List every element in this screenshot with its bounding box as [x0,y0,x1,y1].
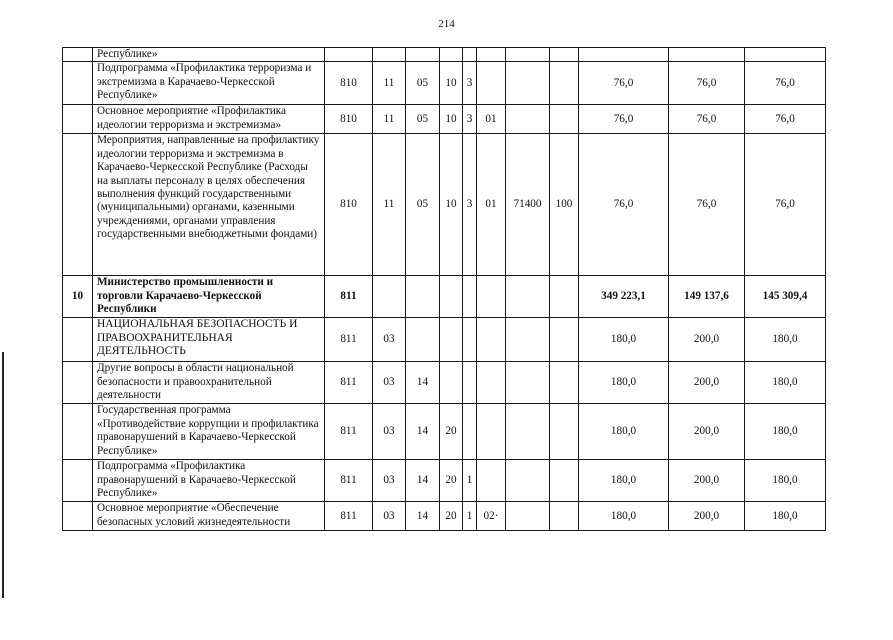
cell-year-1: 76,0 [579,62,669,105]
page-number: 214 [438,18,455,30]
cell-year-1: 349 223,1 [579,276,669,318]
cell-number [63,105,93,134]
cell-measure [477,62,506,105]
cell-measure [477,362,506,404]
cell-measure [477,460,506,502]
cell-direction: 71400 [506,134,550,276]
cell-subsection [406,276,440,318]
cell-program: 20 [440,502,463,531]
cell-program: 20 [440,404,463,460]
cell-direction [506,48,550,62]
cell-name: Основное мероприятие «Профилактика идеологии терроризма и экстремизма» [93,105,325,134]
cell-year-2: 149 137,6 [669,276,745,318]
cell-expense-type [550,276,579,318]
cell-measure [477,318,506,362]
table-row [63,502,826,531]
cell-year-2: 76,0 [669,105,745,134]
table-row [63,62,826,105]
cell-expense-type [550,48,579,62]
cell-code: 811 [325,502,373,531]
cell-section: 11 [373,62,406,105]
cell-direction [506,276,550,318]
cell-number [63,318,93,362]
cell-name: Подпрограмма «Профилактика терроризма и экстремизма в Карачаево-Черкесской Республике» [93,62,325,105]
table-row [63,105,826,134]
cell-name: Основное мероприятие «Обеспечение безопасных условий жизнедеятельности [93,502,325,531]
cell-measure [477,276,506,318]
cell-subsection [406,48,440,62]
cell-year-3: 180,0 [745,404,826,460]
cell-name: Другие вопросы в области национальной безопасности и правоохранительной деятельности [93,362,325,404]
cell-subprogram [463,276,477,318]
cell-code: 811 [325,276,373,318]
cell-year-3: 180,0 [745,318,826,362]
cell-direction [506,62,550,105]
cell-year-1: 180,0 [579,362,669,404]
cell-code: 810 [325,134,373,276]
cell-program: 10 [440,105,463,134]
cell-number [63,502,93,531]
cell-subsection: 14 [406,404,440,460]
cell-subprogram [463,404,477,460]
cell-number: 10 [63,276,93,318]
cell-subsection: 05 [406,62,440,105]
cell-subsection: 14 [406,362,440,404]
cell-number [63,460,93,502]
cell-year-2: 200,0 [669,404,745,460]
cell-direction [506,404,550,460]
cell-subprogram: 3 [463,62,477,105]
table-row [63,48,826,62]
cell-subprogram: 3 [463,134,477,276]
cell-year-1: 76,0 [579,105,669,134]
cell-year-1: 180,0 [579,460,669,502]
cell-expense-type [550,362,579,404]
cell-direction [506,460,550,502]
table-row [63,362,826,404]
cell-program [440,48,463,62]
cell-code: 811 [325,362,373,404]
cell-section: 03 [373,502,406,531]
cell-program [440,318,463,362]
scan-edge-mark [2,352,4,598]
budget-table [62,47,826,531]
cell-year-3: 180,0 [745,460,826,502]
cell-section: 11 [373,134,406,276]
cell-section [373,48,406,62]
cell-expense-type [550,318,579,362]
table-row [63,460,826,502]
cell-direction [506,502,550,531]
cell-year-1: 180,0 [579,404,669,460]
cell-program [440,276,463,318]
cell-code: 811 [325,318,373,362]
cell-year-2: 200,0 [669,318,745,362]
cell-year-2: 200,0 [669,502,745,531]
cell-year-1 [579,48,669,62]
cell-subsection: 05 [406,105,440,134]
cell-direction [506,105,550,134]
cell-year-1: 180,0 [579,318,669,362]
table-row [63,404,826,460]
cell-code: 811 [325,404,373,460]
cell-year-3: 145 309,4 [745,276,826,318]
cell-year-2: 200,0 [669,460,745,502]
cell-expense-type [550,404,579,460]
cell-measure: 01 [477,105,506,134]
cell-expense-type [550,460,579,502]
cell-year-3: 180,0 [745,502,826,531]
cell-code: 810 [325,62,373,105]
cell-measure: 02· [477,502,506,531]
cell-code: 810 [325,105,373,134]
cell-direction [506,362,550,404]
cell-section [373,276,406,318]
cell-measure: 01 [477,134,506,276]
cell-number [63,134,93,276]
table-row [63,276,826,318]
cell-subprogram: 1 [463,502,477,531]
cell-section: 03 [373,460,406,502]
cell-program: 10 [440,134,463,276]
cell-subprogram [463,362,477,404]
cell-direction [506,318,550,362]
cell-name: Министерство промышленности и торговли Карачаево-Черкесской Республики [93,276,325,318]
cell-expense-type [550,502,579,531]
cell-subsection [406,318,440,362]
cell-name: Мероприятия, направленные на профилактику идеологии терроризма и экстремизма в Карачаево-Черкесской Республике (Расходы на выплаты персоналу в целях обеспечения выполнения функций государственными (муниципальными) органами, казенными учреждениями, органами управления государственными внебюджетными фондами) [93,134,325,276]
cell-section: 03 [373,318,406,362]
cell-program: 20 [440,460,463,502]
cell-number [63,48,93,62]
cell-code: 811 [325,460,373,502]
cell-number [63,62,93,105]
cell-section: 03 [373,362,406,404]
cell-code [325,48,373,62]
cell-program: 10 [440,62,463,105]
cell-expense-type: 100 [550,134,579,276]
cell-subprogram [463,318,477,362]
cell-year-1: 180,0 [579,502,669,531]
cell-year-3: 76,0 [745,134,826,276]
cell-program [440,362,463,404]
cell-measure [477,404,506,460]
cell-name: НАЦИОНАЛЬНАЯ БЕЗОПАСНОСТЬ И ПРАВООХРАНИТЕЛЬНАЯ ДЕЯТЕЛЬНОСТЬ [93,318,325,362]
cell-year-3: 180,0 [745,362,826,404]
cell-section: 11 [373,105,406,134]
cell-year-2 [669,48,745,62]
cell-section: 03 [373,404,406,460]
cell-subprogram: 1 [463,460,477,502]
cell-year-2: 76,0 [669,62,745,105]
cell-number [63,404,93,460]
cell-number [63,362,93,404]
cell-name: Государственная программа «Противодействие коррупции и профилактика правонарушений в Карачаево-Черкесской Республике» [93,404,325,460]
cell-year-2: 76,0 [669,134,745,276]
cell-year-2: 200,0 [669,362,745,404]
cell-name: Подпрограмма «Профилактика правонарушений в Карачаево-Черкесской Республике» [93,460,325,502]
cell-year-3: 76,0 [745,62,826,105]
cell-year-3 [745,48,826,62]
cell-subprogram: 3 [463,105,477,134]
cell-subprogram [463,48,477,62]
cell-expense-type [550,105,579,134]
cell-subsection: 14 [406,502,440,531]
table-row [63,318,826,362]
cell-subsection: 14 [406,460,440,502]
cell-measure [477,48,506,62]
cell-name: Республике» [93,48,325,62]
cell-expense-type [550,62,579,105]
cell-subsection: 05 [406,134,440,276]
cell-year-1: 76,0 [579,134,669,276]
cell-year-3: 76,0 [745,105,826,134]
table-row [63,134,826,276]
